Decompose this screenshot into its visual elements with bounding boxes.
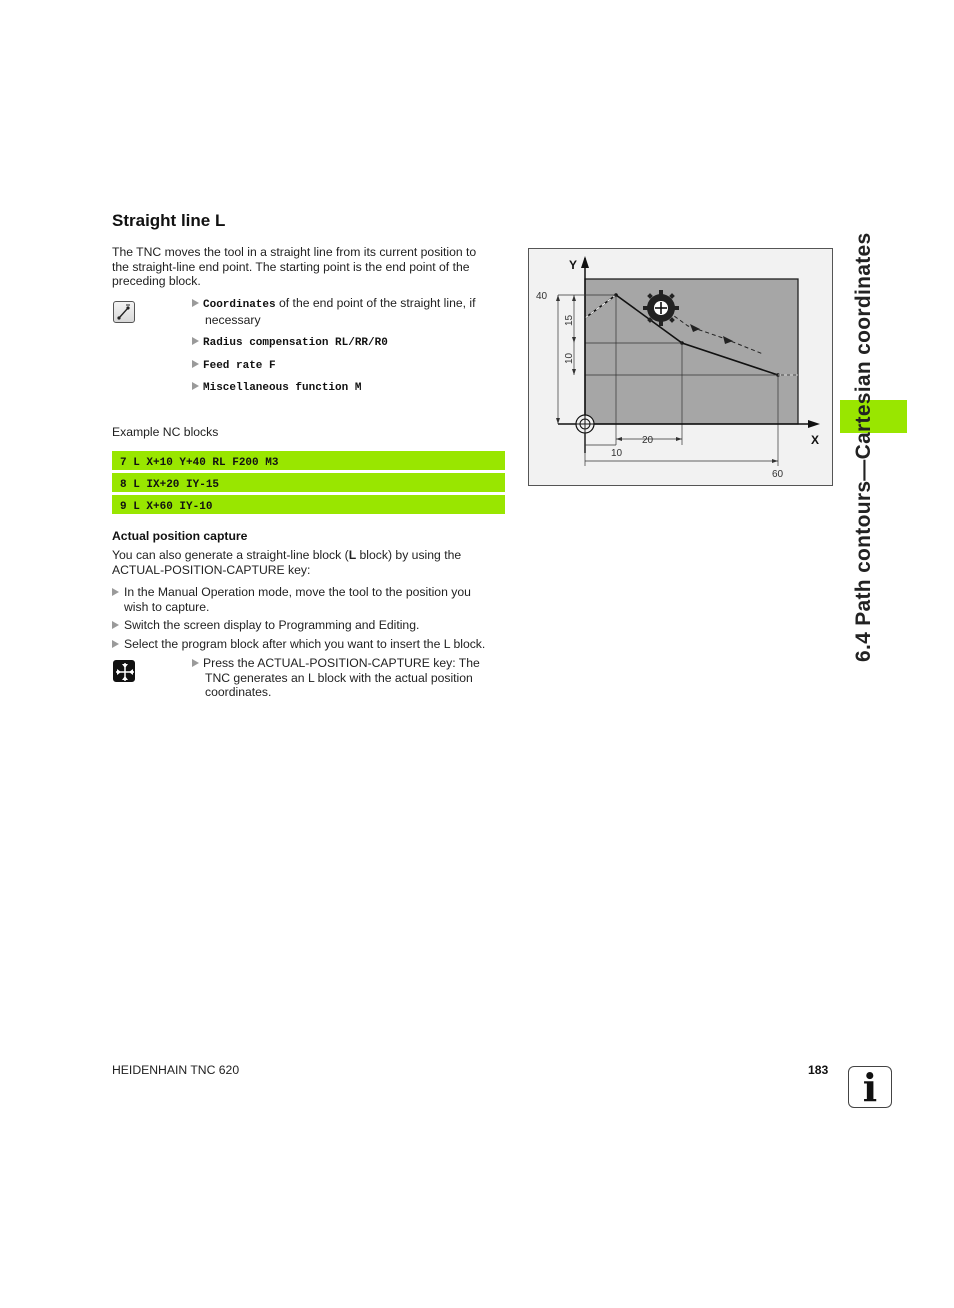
prompt-misc-function (192, 379, 502, 396)
arrow-bullet-icon (192, 659, 199, 667)
side-chapter-title-text: 6.4 Path contours—Cartesian coordinates (852, 232, 875, 662)
prompt-text: of the end point of the straight line, if (275, 296, 476, 310)
line-key-icon (113, 301, 135, 323)
prompt-coordinates (192, 296, 502, 327)
info-glyph: i (862, 1065, 878, 1110)
page-number: 183 (808, 1063, 829, 1077)
nc-block-row (112, 473, 505, 492)
prompt-code: Miscellaneous function M (203, 382, 362, 394)
nc-block-text: 9 L X+60 IY-10 (120, 501, 213, 513)
capture-intro (112, 548, 512, 577)
nc-block-text: 8 L IX+20 IY-15 (120, 479, 220, 491)
dim-label-40: 40 (536, 291, 548, 302)
capture-intro-line2: ACTUAL-POSITION-CAPTURE key: (112, 562, 311, 577)
capture-intro-text-2: block) by using the (356, 548, 462, 562)
example-label: Example NC blocks (112, 425, 219, 439)
dim-label-10: 10 (564, 352, 575, 364)
intro-paragraph (112, 245, 512, 289)
step-text: Switch the screen display to Programming and Editing. (124, 618, 420, 632)
arrow-bullet-icon (112, 588, 119, 596)
intro-line-1: The TNC moves the tool in a straight line from its current position to (112, 245, 477, 259)
dim-label-20: 20 (642, 435, 654, 446)
straight-line-figure (528, 248, 833, 486)
section-title: Straight line L (112, 211, 226, 230)
arrow-bullet-icon (192, 382, 199, 390)
key-step-text: Press the ACTUAL-POSITION-CAPTURE key: The (203, 656, 480, 670)
arrow-bullet-icon (112, 640, 119, 648)
key-step-text-line2: TNC generates an L block with the actual position (205, 670, 473, 685)
dim-label-10x: 10 (611, 448, 623, 459)
nc-block-row (112, 451, 505, 470)
prompt-radius-compensation (192, 334, 502, 351)
intro-line-2: the straight-line end point. The starting point is the end point of the (112, 259, 470, 274)
workpiece (585, 279, 798, 424)
step-text: Select the program block after which you want to insert the L block. (124, 637, 486, 651)
arrow-bullet-icon (192, 337, 199, 345)
nc-block-text: 7 L X+10 Y+40 RL F200 M3 (120, 457, 279, 469)
intro-line-3: preceding block. (112, 274, 201, 288)
arrow-bullet-icon (192, 299, 199, 307)
arrow-bullet-icon (112, 621, 119, 629)
capture-intro-text: You can also generate a straight-line block ( (112, 548, 349, 562)
footer-product: HEIDENHAIN TNC 620 (112, 1063, 240, 1077)
capture-title: Actual position capture (112, 529, 248, 543)
capture-key-step (192, 656, 502, 700)
step-text-line2: wish to capture. (124, 599, 210, 614)
capture-intro-bold: L (348, 548, 357, 562)
arrow-bullet-icon (192, 360, 199, 368)
info-icon (848, 1066, 892, 1108)
y-axis-label: Y (569, 258, 578, 272)
step-text: In the Manual Operation mode, move the tool to the position you (124, 585, 471, 599)
prompt-code: Radius compensation RL/RR/R0 (203, 337, 388, 349)
milling-cutter-icon (643, 290, 679, 326)
prompt-code: Feed rate F (203, 360, 276, 372)
dim-label-60: 60 (772, 469, 784, 480)
prompt-text-line2: necessary (205, 312, 261, 327)
prompt-feed-rate (192, 357, 502, 374)
dim-label-15: 15 (564, 314, 575, 326)
prompt-code: Coordinates (203, 299, 276, 311)
key-step-text-line3: coordinates. (205, 685, 272, 699)
nc-block-row (112, 495, 505, 514)
actual-position-capture-key-icon (113, 660, 135, 682)
x-axis-label: X (811, 433, 820, 447)
